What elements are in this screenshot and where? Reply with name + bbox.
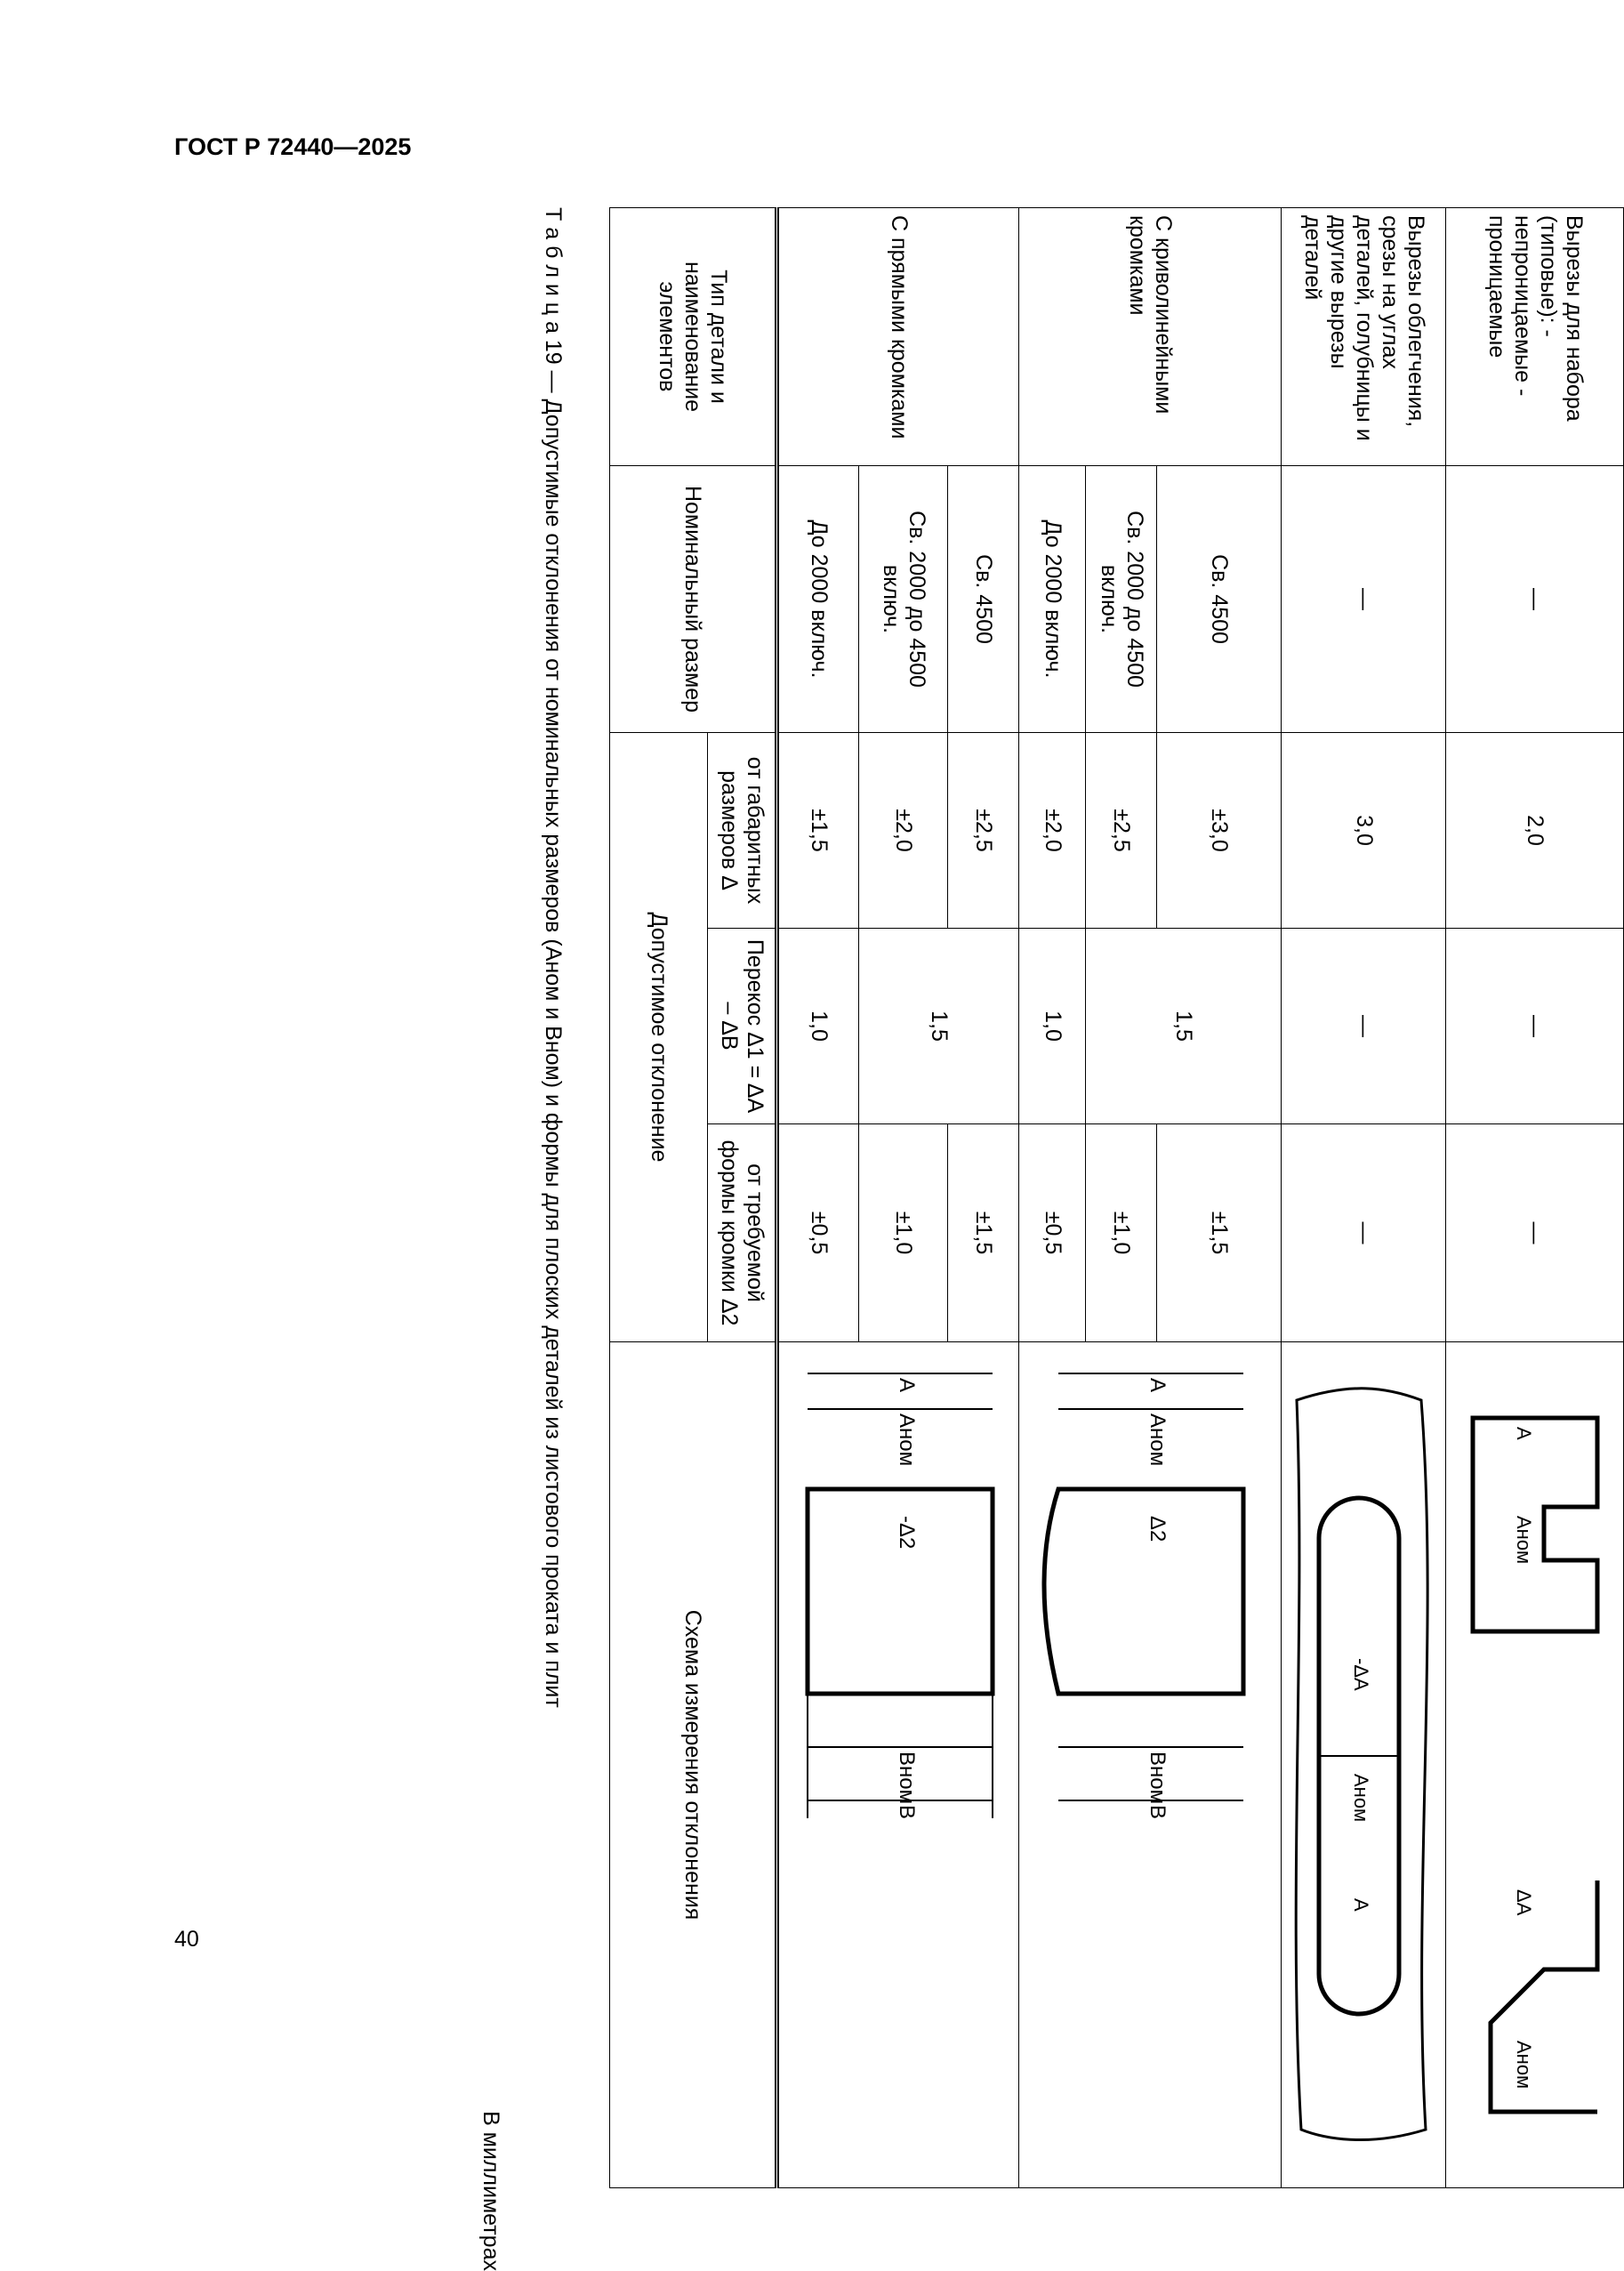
cell-edge: ±0,5 — [777, 1124, 859, 1342]
cell-edge: ±0,5 — [1019, 1124, 1086, 1342]
cell-nominal: Св. 4500 — [948, 466, 1019, 733]
scheme-straight — [777, 1342, 1019, 2188]
svg-text:Aном: Aном — [1350, 1774, 1372, 1823]
page-number: 40 — [174, 1927, 199, 1952]
tolerance-table — [609, 207, 1624, 2188]
cell-nominal: До 2000 включ. — [777, 466, 859, 733]
scheme-cutouts-diagram — [1288, 1365, 1439, 2165]
cell-overall: ±1,5 — [777, 733, 859, 929]
cell-edge: ±1,0 — [859, 1124, 948, 1342]
svg-text:-ΔA: -ΔA — [1350, 1658, 1372, 1691]
svg-text:Aном: Aном — [894, 1413, 919, 1467]
cell-skew: — — [1282, 929, 1446, 1124]
svg-text:Bном: Bном — [894, 1752, 919, 1805]
svg-text:Aном: Aном — [1146, 1413, 1170, 1467]
scheme-set-cutouts-diagram — [1455, 1365, 1615, 2165]
cell-overall: ±2,0 — [859, 733, 948, 929]
cell-overall: ±2,0 — [1019, 733, 1086, 929]
cell-edge: ±1,5 — [1157, 1124, 1282, 1342]
units-note: В миллиметрах — [478, 2111, 503, 2271]
cell-edge: ±1,0 — [1086, 1124, 1157, 1342]
cell-overall: ±2,5 — [948, 733, 1019, 929]
document-code: ГОСТ Р 72440—2025 — [174, 133, 412, 160]
cell-overall: ±2,5 — [1086, 733, 1157, 929]
cell-overall: 2,0 — [1446, 733, 1624, 929]
table-caption: Т а б л и ц а 19 — Допустимые отклонения от номинальных размеров (Aном и Bном) и формы для плоских деталей из листового проката и плит — [541, 207, 566, 1708]
svg-text:A: A — [1512, 1427, 1535, 1440]
svg-text:A: A — [1350, 1898, 1372, 1912]
cell-edge: ±1,5 — [948, 1124, 1019, 1342]
cell-type-set-cutouts: Вырезы для набора (типовые): - непроницаемые - проницаемые — [1446, 208, 1624, 466]
scheme-straight-diagram — [788, 1356, 1010, 2174]
cell-type-curved: С криволинейными кромками — [1019, 208, 1282, 466]
header-tolerance-group: Допустимое отклонение — [610, 733, 708, 1342]
rotated-table-block — [352, 207, 1624, 2271]
header-overall: от габаритных размеров Δ — [708, 733, 777, 929]
svg-text:B: B — [1146, 1805, 1170, 1820]
svg-text:-Δ2: -Δ2 — [894, 1516, 919, 1550]
cell-skew: 1,0 — [1019, 929, 1086, 1124]
svg-text:A: A — [1146, 1378, 1170, 1393]
header-nominal: Номинальный размер — [610, 466, 777, 733]
svg-text:A: A — [894, 1378, 919, 1393]
cell-type-cutouts: Вырезы облегчения, срезы на углах деталей, голубницы и другие вырезы деталей — [1282, 208, 1446, 466]
cell-skew: 1,5 — [1086, 929, 1282, 1124]
cell-type-straight: С прямыми кромками — [777, 208, 1019, 466]
cell-nominal: До 2000 включ. — [1019, 466, 1086, 733]
cell-nominal: — — [1446, 466, 1624, 733]
svg-text:ΔA: ΔA — [1512, 1889, 1535, 1916]
scheme-curved-diagram — [1039, 1356, 1261, 2174]
cell-edge: — — [1282, 1124, 1446, 1342]
header-scheme: Схема измерения отклонения — [610, 1342, 777, 2188]
scheme-set-cutouts — [1446, 1342, 1624, 2188]
cell-nominal: — — [1282, 466, 1446, 733]
cell-skew: 1,5 — [859, 929, 1019, 1124]
header-type: Тип детали и наименование элементов — [610, 208, 777, 466]
scheme-curved — [1019, 1342, 1282, 2188]
cell-nominal: Св. 2000 до 4500 включ. — [859, 466, 948, 733]
cell-skew: — — [1446, 929, 1624, 1124]
cell-edge: — — [1446, 1124, 1624, 1342]
header-skew: Перекос Δ1 = ΔA – ΔB — [708, 929, 777, 1124]
cell-nominal: Св. 4500 — [1157, 466, 1282, 733]
svg-text:Δ2: Δ2 — [1146, 1516, 1170, 1542]
cell-overall: ±3,0 — [1157, 733, 1282, 929]
cell-overall: 3,0 — [1282, 733, 1446, 929]
cell-nominal: Св. 2000 до 4500 включ. — [1086, 466, 1157, 733]
scheme-cutouts — [1282, 1342, 1446, 2188]
svg-text:Aном: Aном — [1512, 1516, 1535, 1565]
svg-text:B: B — [894, 1805, 919, 1820]
svg-text:Bном: Bном — [1146, 1752, 1170, 1805]
cell-skew: 1,0 — [777, 929, 859, 1124]
header-edge: от требуемой формы кромки Δ2 — [708, 1124, 777, 1342]
svg-text:Aном: Aном — [1512, 2041, 1535, 2090]
